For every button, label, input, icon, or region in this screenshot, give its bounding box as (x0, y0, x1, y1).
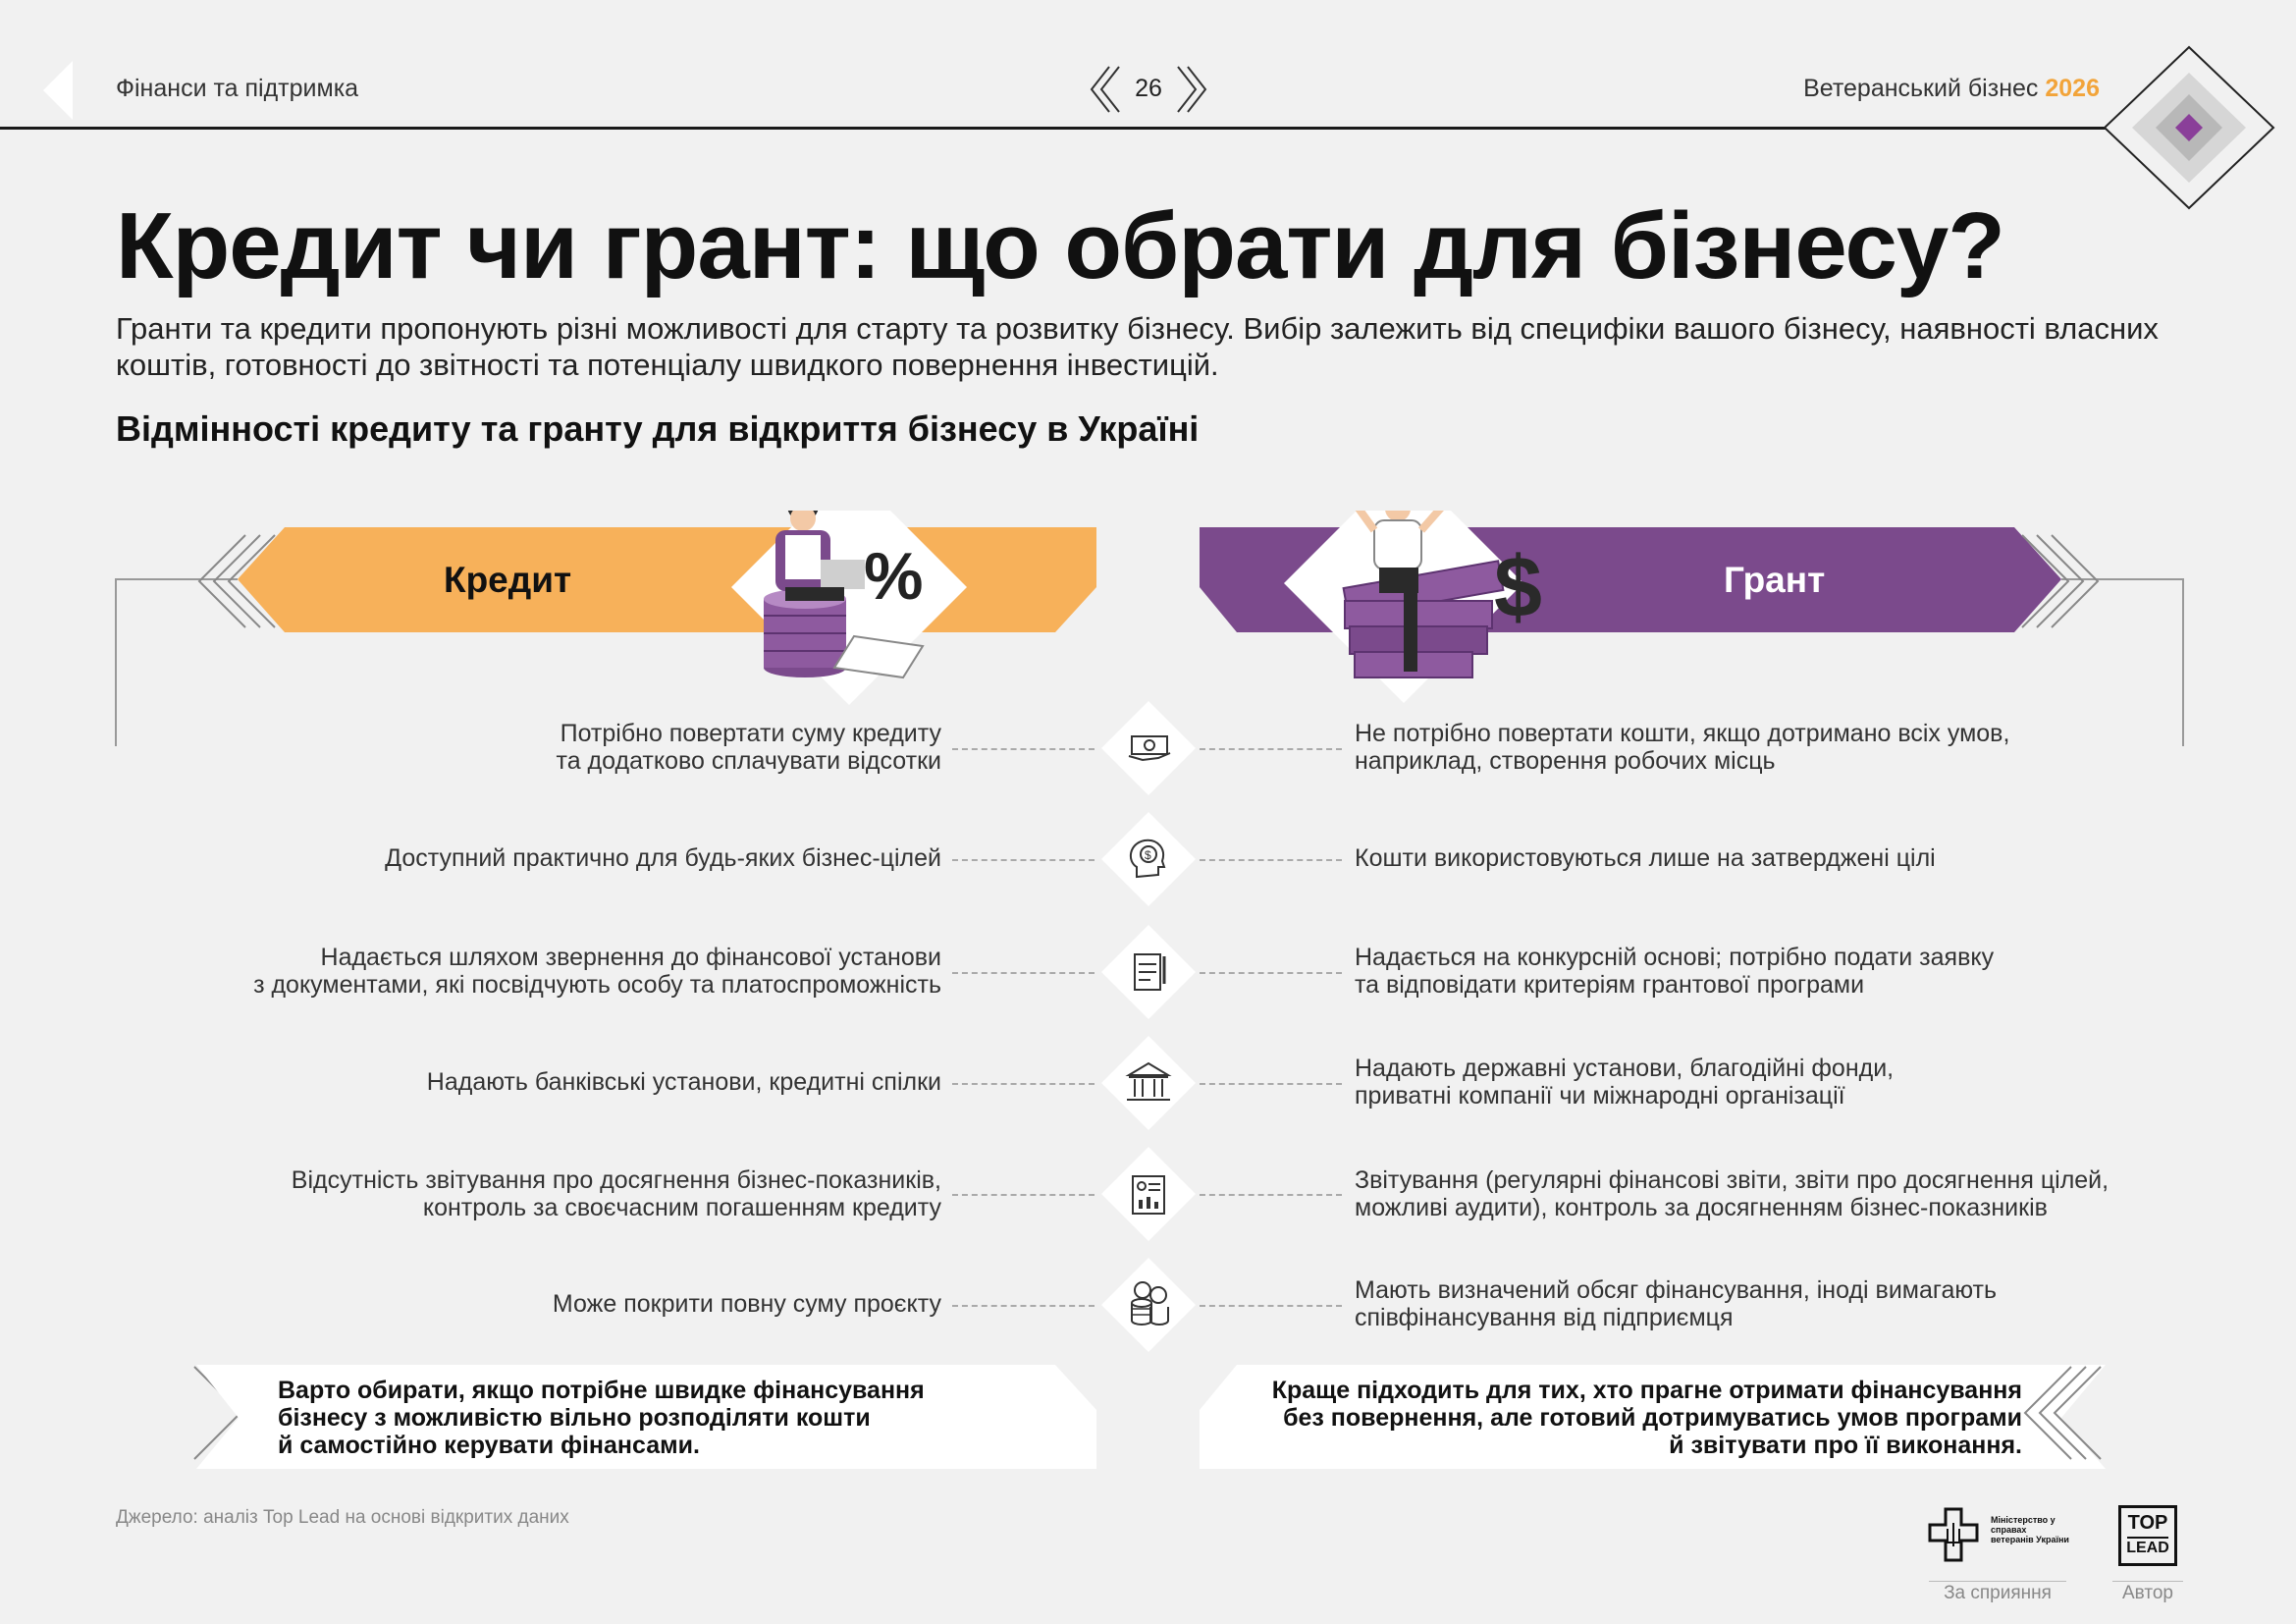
credit-point-1: Потрібно повертати суму кредиту та додатково сплачувати відсотки (556, 720, 941, 775)
grant-point-2: Кошти використовуються лише на затверджені цілі (1355, 844, 1936, 872)
dashed-connector (1200, 1194, 1342, 1196)
report-year: 2026 (2045, 75, 2100, 102)
credit-heading: Кредит (444, 560, 572, 600)
author-divider (2112, 1581, 2183, 1582)
back-arrow-icon[interactable] (39, 61, 79, 120)
grant-point-5: Звітування (регулярні фінансові звіти, звіти про досягнення цілей, можливі аудити), контроль за досягненням бізнес-показників (1355, 1166, 2109, 1221)
grant-conclusion: Краще підходить для тих, хто прагне отримати фінансування без повернення, але готовий дотримуватись умов програми й звітувати про її виконання. (1271, 1377, 2022, 1459)
grant-heading: Грант (1724, 560, 1826, 600)
credit-conclusion: Варто обирати, якщо потрібне швидке фінансування бізнесу з можливістю вільно розподіляти кошти й самостійно керувати фінансами. (278, 1377, 925, 1459)
credit-point-6: Може покрити повну суму проєкту (552, 1290, 941, 1318)
report-chart-icon (1099, 1145, 1198, 1243)
credit-point-2: Доступний практично для будь-яких бізнес-цілей (385, 844, 941, 872)
support-label: За сприяння (1944, 1583, 2052, 1603)
head-dollar-icon (1099, 810, 1198, 908)
dashed-connector (952, 748, 1095, 750)
author-label: Автор (2122, 1583, 2173, 1603)
intro-paragraph: Гранти та кредити пропонують різні можливості для старту та розвитку бізнесу. Вибір залежить від специфіки вашого бізнесу, наявності власних коштів, готовності до звітності та потенціалу швидкого повернення інвестицій. (116, 311, 2159, 382)
top-lead-logo (2118, 1505, 2177, 1566)
document-pen-icon (1099, 923, 1198, 1021)
grant-point-3: Надається на конкурсній основі; потрібно подати заявку та відповідати критеріям грантової програми (1355, 944, 1995, 999)
report-title-text: Ветеранський бізнес (1803, 75, 2039, 102)
section-subtitle: Відмінності кредиту та гранту для відкриття бізнесу в Україні (116, 408, 1200, 449)
credit-banner (238, 527, 1096, 632)
dashed-connector (952, 1305, 1095, 1307)
bank-building-icon (1099, 1034, 1198, 1132)
grant-point-1: Не потрібно повертати кошти, якщо дотримано всіх умов, наприклад, створення робочих місць (1355, 720, 2010, 775)
credit-point-5: Відсутність звітування про досягнення бізнес-показників, контроль за своєчасним погашенням кредиту (291, 1166, 941, 1221)
svg-text:$: $ (1145, 848, 1151, 862)
credit-point-3: Надається шляхом звернення до фінансової установи з документами, які посвідчують особу та платоспроможність (253, 944, 941, 999)
svg-text:%: % (864, 539, 924, 614)
svg-text:$: $ (1494, 538, 1542, 635)
dashed-connector (952, 859, 1095, 861)
source-note: Джерело: аналіз Top Lead на основі відкритих даних (116, 1507, 569, 1528)
ministry-name: Міністерство у справах ветеранів України (1991, 1515, 2069, 1544)
dashed-connector (1200, 972, 1342, 974)
grant-point-4: Надають державні установи, благодійні фонди, приватні компанії чи міжнародні організації (1355, 1055, 1895, 1110)
dashed-connector (1200, 859, 1342, 861)
header-divider (0, 127, 2155, 130)
page-title: Кредит чи грант: що обрати для бізнесу? (116, 193, 2004, 298)
dashed-connector (1200, 748, 1342, 750)
grant-point-6: Мають визначений обсяг фінансування, іноді вимагають співфінансування від підприємця (1355, 1276, 1998, 1331)
report-title (1803, 75, 2100, 103)
support-divider (1929, 1581, 2066, 1582)
ministry-emblem-icon (1924, 1505, 1983, 1566)
dashed-connector (952, 1194, 1095, 1196)
ministry-logo (1924, 1505, 2071, 1566)
page-number: 26 (1135, 75, 1162, 102)
credit-point-4: Надають банківські установи, кредитні спілки (426, 1068, 941, 1096)
dashed-connector (1200, 1305, 1342, 1307)
coins-stack-icon (1099, 1256, 1198, 1354)
page-number-badge (1090, 55, 1207, 124)
dashed-connector (952, 972, 1095, 974)
dashed-connector (1200, 1083, 1342, 1085)
section-name: Фінанси та підтримка (116, 75, 359, 102)
diamond-logo-icon (2101, 43, 2277, 212)
logo-bottom-text: LEAD (2126, 1540, 2169, 1556)
logo-top-text: TOP (2127, 1512, 2168, 1534)
money-hand-icon (1099, 699, 1198, 797)
dashed-connector (952, 1083, 1095, 1085)
